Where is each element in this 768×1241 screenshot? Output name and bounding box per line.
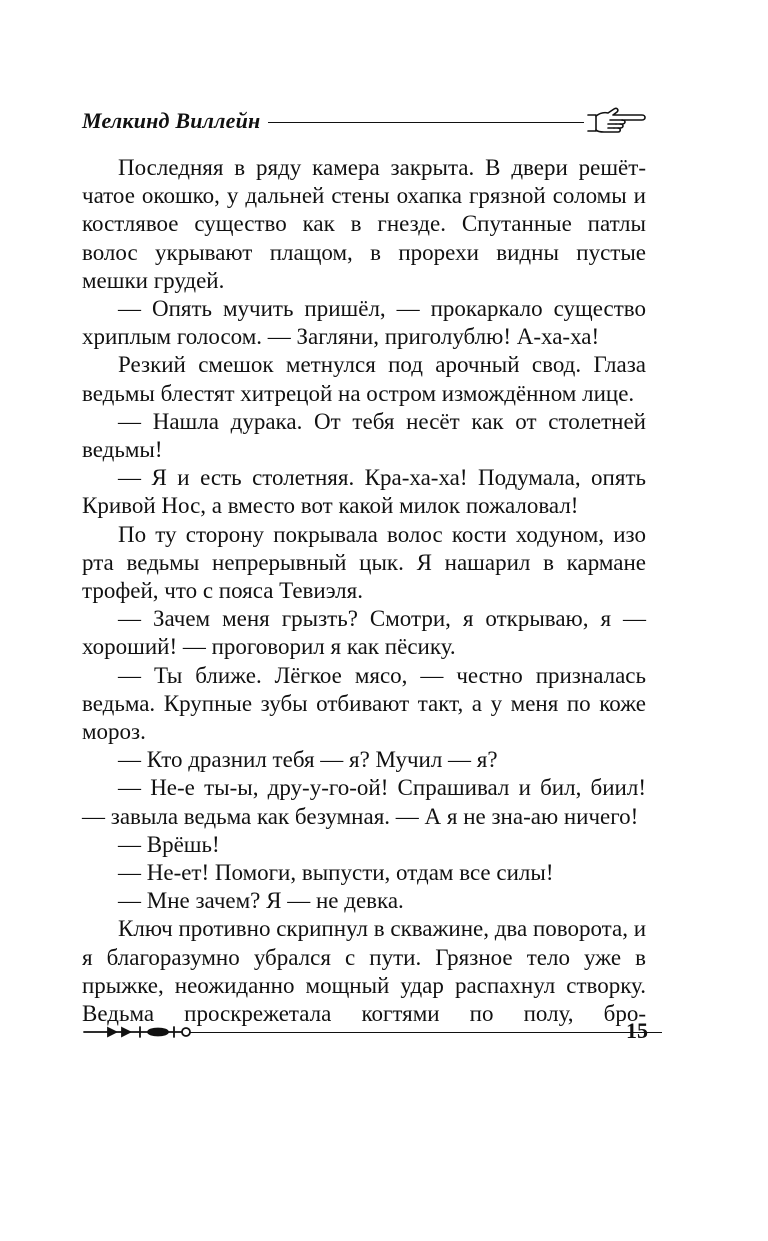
running-title: Мелкинд Виллейн <box>82 108 261 133</box>
paragraph: По ту сторону покрывала волос кости ходуном, изо рта ведьмы непрерывный цык. Я нашарил в кармане трофей, что с пояса Тевиэля. <box>82 521 646 604</box>
paragraph: — Ты ближе. Лёгкое мясо, — честно призналась ведьма. Крупные зубы отбивают такт, а у меня по коже мороз. <box>82 662 646 745</box>
paragraph: Резкий смешок метнулся под арочный свод. Глаза ведьмы блестят хитрецой на остром измождённом лице. <box>82 352 646 406</box>
paragraph: — Я и есть столетняя. Кра-ха-ха! Подумала, опять Кривой Нос, а вместо вот какой милок пожаловал! <box>82 465 646 519</box>
page-number: 15 <box>626 1018 648 1043</box>
paragraph: Ключ противно скрипнул в скважине, два поворота, и я благоразумно убрался с пути. Грязное тело уже в прыжке, неожиданно мощный удар распахнул створку. Ведьма проскрежетала когтями по полу, бро- <box>82 916 647 1027</box>
paragraph: — Зачем меня грызть? Смотри, я открываю, я — хороший! — проговорил я как пёсику. <box>82 606 646 660</box>
paragraph: Последняя в ряду камера закрыта. В двери решётчатое окошко, у дальней стены охапка грязной соломы и костлявое существо как в гнезде. Спутанные патлы волос укрывают плащом, в прорехи видны пустые мешки грудей. <box>82 155 646 293</box>
paragraph: — Не-е ты-ы, дру-у-го-ой! Спрашивал и бил, биил! — завыла ведьма как безумная. — А я не зна-аю ничего! <box>82 775 646 829</box>
paragraph: — Нашла дурака. От тебя несёт как от столетней ведьмы! <box>82 408 646 463</box>
body-text <box>82 154 646 1028</box>
footer-rule <box>190 1032 662 1033</box>
paragraph: — Не-ет! Помоги, выпусти, отдам все силы! <box>118 860 554 886</box>
paragraph: — Опять мучить пришёл, — прокаркало существо хриплым голосом. — Загляни, приголублю! А-ха-ха! <box>82 296 646 350</box>
running-header <box>82 100 648 140</box>
pointing-hand-icon <box>586 104 648 138</box>
arrow-ornament-icon <box>82 1024 202 1040</box>
running-footer <box>82 1020 648 1056</box>
header-rule <box>268 122 584 123</box>
paragraph: — Мне зачем? Я — не девка. <box>118 888 404 914</box>
paragraph: — Врёшь! <box>118 831 220 857</box>
paragraph: — Кто дразнил тебя — я? Мучил — я? <box>118 747 498 773</box>
